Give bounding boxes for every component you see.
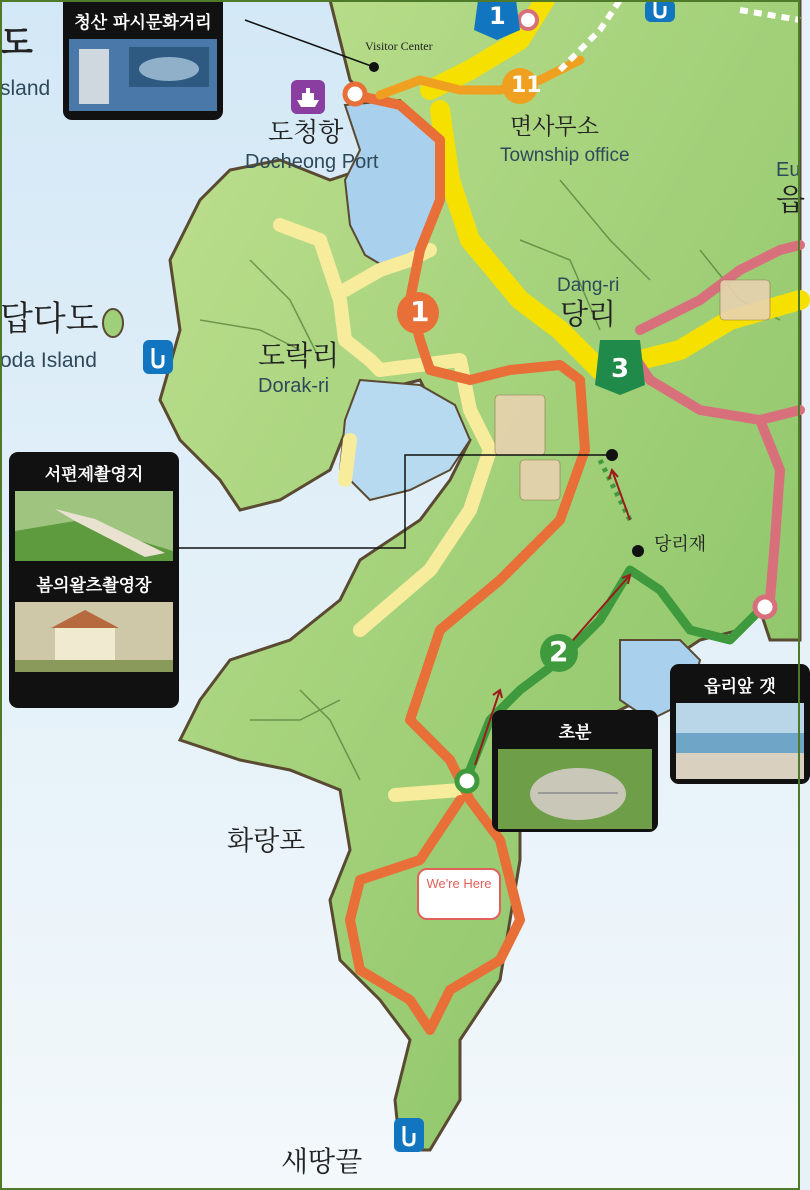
ferry-icon [291,80,325,114]
township-office-en: Township office [500,145,630,166]
card-eupri-photo [676,703,804,779]
small-islet [103,309,123,337]
dorakri-ko: 도락리 [258,339,340,372]
card-eupri-title: 읍리앞 갯 [704,677,776,697]
top-left-title-en: sland [0,77,51,100]
route-3-label: 3 [611,354,630,384]
restroom-icon [143,340,173,374]
restroom-icon-2 [394,1118,424,1152]
card-cheongsan-photo [69,39,217,111]
dangrijae-label: 당리재 [654,534,707,555]
island-left-ko: 답다도 [0,299,99,339]
port-waypoint [345,84,365,104]
visitor-center-dot [369,62,379,72]
dorakri-en: Dorak-ri [258,375,330,397]
card-seopyeonje-title: 서편제촬영지 [44,465,144,485]
township-office-ko: 면사무소 [510,114,599,140]
docheong-port-ko: 도청항 [268,118,344,148]
card-chobun [492,710,658,832]
dangrijae-dot [632,545,644,557]
island-left-en: oda Island [0,349,97,372]
route-11-label: 11 [511,73,542,98]
visitor-center-label: Visitor Center [365,39,433,53]
pink-waypoint [755,597,775,617]
eup-en-label: Eu [776,159,801,181]
eup-ko-label: 읍 [776,183,805,218]
restroom-icon-3 [645,0,675,22]
route-1-label: 1 [410,295,430,328]
north-waypoint [519,11,537,29]
card-bomui-title: 봄의왈츠촬영장 [36,576,152,596]
seopyeonje-dot [606,449,618,461]
here-waypoint [457,771,477,791]
hwarangpo-label: 화랑포 [227,826,306,857]
card-cheongsan-title: 청산 파시문화거리 [74,13,212,33]
card-cheongsan [63,0,223,120]
route-2-label: 2 [549,635,569,668]
we-are-here-bubble: We're Here [417,868,501,920]
dangri-en: Dang-ri [557,275,620,296]
card-chobun-photo [498,749,652,829]
saettangkkeut-label: 새땅끝 [281,1145,363,1178]
card-seopyeonje-photo [15,491,173,561]
docheong-port-en: Docheong Port [245,151,379,173]
dangri-ko: 당리 [560,297,617,331]
top-left-title-ko: 도 [0,23,33,63]
card-filming-sites [9,452,179,708]
card-bomui-photo [15,602,173,672]
card-eupri [670,664,810,784]
card-chobun-title: 초분 [558,723,592,743]
route-1-north-label: 1 [489,2,506,30]
